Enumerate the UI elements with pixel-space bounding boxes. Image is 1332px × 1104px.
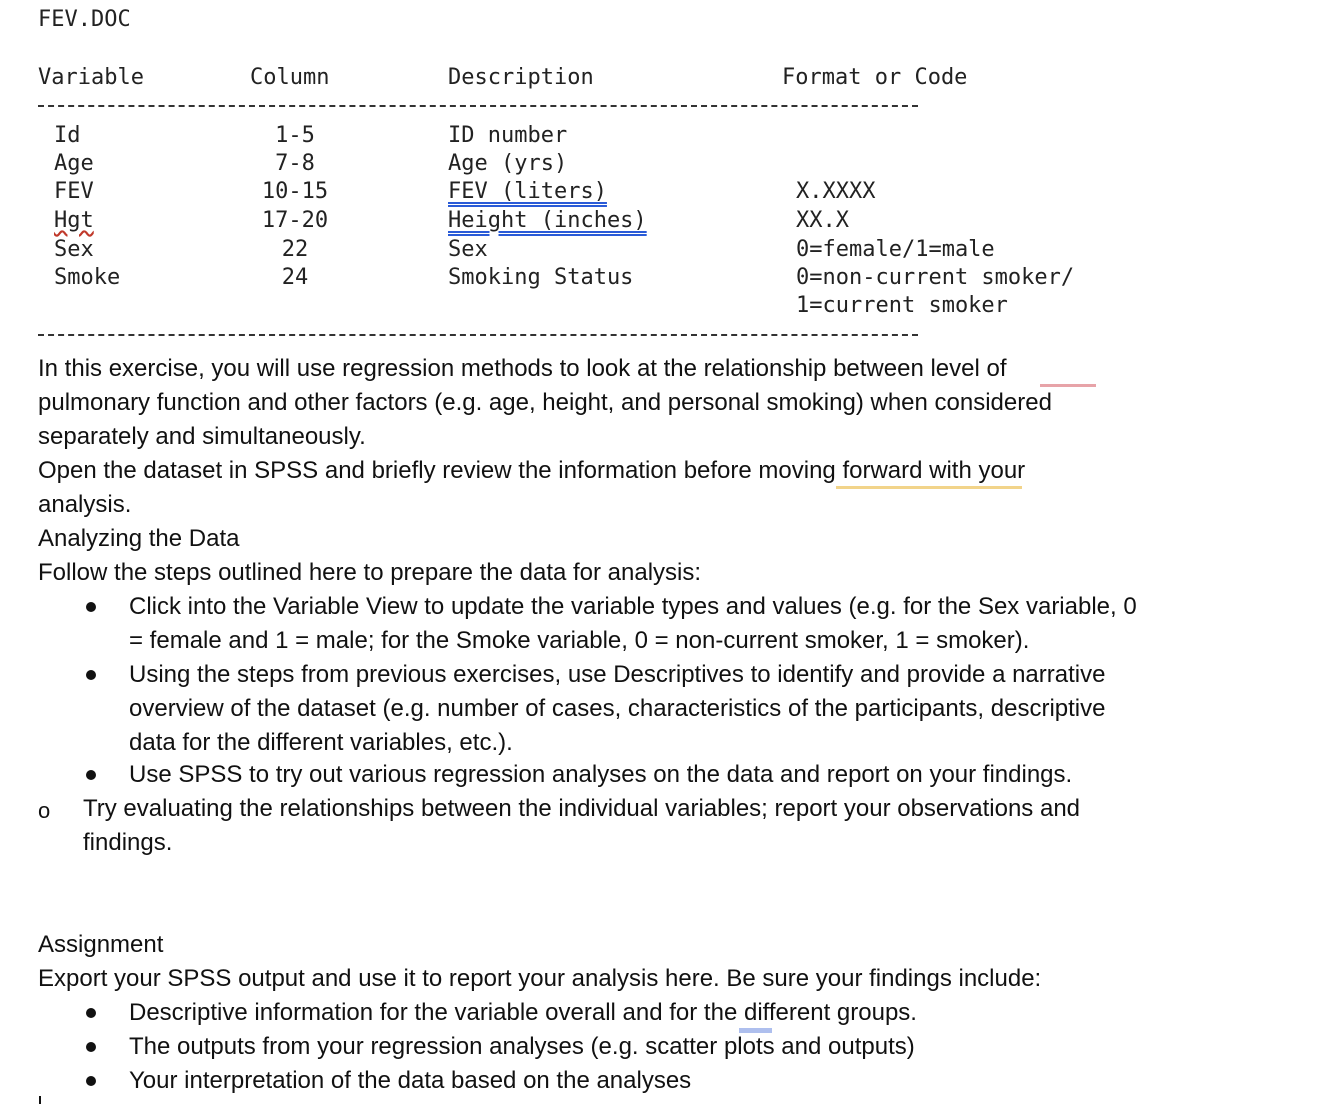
list-item (129, 996, 917, 1030)
cell-column: 1-5 (275, 123, 315, 148)
table-row (0, 236, 1332, 264)
table-row (0, 264, 1332, 292)
open-dataset-line: analysis. (38, 491, 132, 518)
sub-bullet-marker: o (38, 798, 51, 823)
list-item (129, 658, 1319, 760)
table-bottom-rule (38, 334, 918, 336)
proofing-mark (1040, 384, 1096, 387)
list-item (129, 590, 1319, 658)
list-item-line: Descriptive information for the variable overall and for the different groups. (129, 999, 917, 1026)
cell-description: FEV (liters) (448, 179, 607, 204)
list-item-line: data for the different variables, etc.). (129, 729, 513, 756)
cell-format: 0=female/1=male (796, 237, 995, 262)
table-row (0, 150, 1332, 178)
section-instruction: Export your SPSS output and use it to report your analysis here. Be sure your findings include: (38, 965, 1042, 992)
cell-variable: Smoke (54, 265, 121, 290)
table-row (0, 178, 1332, 206)
list-item-line: Your interpretation of the data based on the analyses (129, 1067, 692, 1094)
sub-list-item (83, 792, 1283, 860)
intro-line: separately and simultaneously. (38, 423, 366, 450)
list-item-line: overview of the dataset (e.g. number of cases, characteristics of the participants, descriptive (129, 695, 1106, 722)
bullet-dot (86, 1076, 96, 1086)
header-description: Description (448, 65, 594, 90)
header-column: Column (250, 65, 330, 90)
header-variable: Variable (38, 65, 144, 90)
bullet-dot (86, 770, 96, 780)
bullet-dot (86, 1042, 96, 1052)
section-instruction: Follow the steps outlined here to prepare the data for analysis: (38, 559, 702, 586)
open-dataset-line: Open the dataset in SPSS and briefly review the information before moving forward with your (38, 457, 1026, 484)
list-item-line: Try evaluating the relationships between the individual variables; report your observations and (83, 795, 1081, 822)
cell-variable: Age (54, 151, 94, 176)
cell-description: Sex (448, 237, 488, 262)
bullet-dot (86, 602, 96, 612)
cell-description: Smoking Status (448, 265, 634, 290)
table-header-row (0, 64, 1332, 92)
intro-line: In this exercise, you will use regression methods to look at the relationship between level of (38, 355, 1007, 382)
cell-column: 24 (281, 265, 309, 290)
list-item-line: Use SPSS to try out various regression analyses on the data and report on your findings. (129, 761, 1073, 788)
cell-description: Age (yrs) (448, 151, 568, 176)
cell-column: 10-15 (261, 179, 329, 204)
cell-variable: Id (54, 123, 81, 148)
cell-format: 0=non-current smoker/ (796, 265, 1075, 290)
assignment-section (38, 928, 1278, 996)
list-item-line: Click into the Variable View to update the variable types and values (e.g. for the Sex variable, 0 (129, 593, 1137, 620)
document-title: FEV.DOC (38, 7, 131, 32)
list-item (129, 758, 1319, 792)
table-row (0, 207, 1332, 235)
section-heading: Analyzing the Data (38, 525, 240, 552)
list-item-line: = female and 1 = male; for the Smoke variable, 0 = non-current smoker, 1 = smoker). (129, 627, 1030, 654)
table-top-rule (38, 105, 918, 107)
cell-description: ID number (448, 123, 568, 148)
bullet-dot (86, 1008, 96, 1018)
cell-format: X.XXXX (796, 179, 876, 204)
list-item (129, 1030, 915, 1064)
section-heading: Assignment (38, 931, 164, 958)
intro-line: pulmonary function and other factors (e.g. age, height, and personal smoking) when considered (38, 389, 1052, 416)
cell-column: 22 (281, 237, 309, 262)
list-item-line: findings. (83, 829, 173, 856)
cell-description: Height (inches) (448, 208, 647, 233)
list-item-line: The outputs from your regression analyses (e.g. scatter plots and outputs) (129, 1033, 915, 1060)
analyzing-section (38, 522, 1278, 590)
bullet-dot (86, 670, 96, 680)
proofing-mark (836, 486, 1022, 489)
list-item-line: Using the steps from previous exercises, use Descriptives to identify and provide a narrative (129, 661, 1106, 688)
header-format: Format or Code (782, 65, 968, 90)
intro-paragraph (38, 352, 1278, 522)
cell-variable: Hgt (54, 208, 94, 233)
cell-variable: FEV (54, 179, 94, 204)
list-item (129, 1064, 691, 1098)
cell-column: 7-8 (275, 151, 315, 176)
text-cursor (39, 1096, 41, 1104)
cell-format: XX.X (796, 208, 849, 233)
cell-variable: Sex (54, 237, 94, 262)
table-row-continuation (0, 292, 1332, 320)
table-row (0, 122, 1332, 150)
cell-format-continuation: 1=current smoker (796, 293, 1008, 318)
cell-column: 17-20 (261, 208, 329, 233)
